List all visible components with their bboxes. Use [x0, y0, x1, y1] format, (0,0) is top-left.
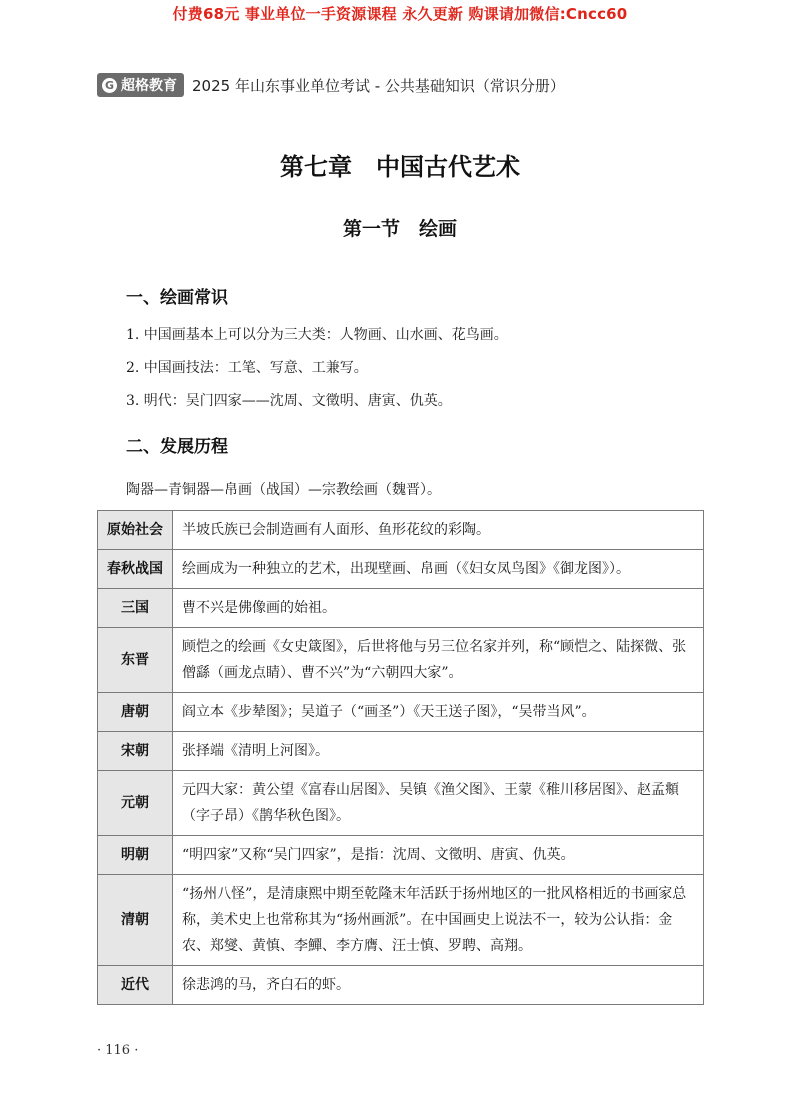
era-cell: 东晋	[98, 628, 173, 693]
era-cell: 清朝	[98, 875, 173, 966]
era-cell: 近代	[98, 966, 173, 1005]
logo-icon: G	[102, 78, 117, 93]
table-row	[98, 693, 704, 732]
table-row	[98, 628, 704, 693]
heading-painting-basics: 一、绘画常识	[126, 288, 228, 308]
list-item: 3. 明代：吴门四家——沈周、文徵明、唐寅、仇英。	[126, 393, 452, 409]
header-title: 2025 年山东事业单位考试 - 公共基础知识（常识分册）	[192, 76, 565, 95]
description-cell: 曹不兴是佛像画的始祖。	[173, 589, 704, 628]
table-row	[98, 771, 704, 836]
logo-text: 超格教育	[121, 78, 177, 94]
era-cell: 春秋战国	[98, 550, 173, 589]
list-item: 1. 中国画基本上可以分为三大类：人物画、山水画、花鸟画。	[126, 327, 508, 343]
description-cell: 阎立本《步辇图》；吴道子（“画圣”）《天王送子图》，“吴带当风”。	[173, 693, 704, 732]
description-cell: 元四大家：黄公望《富春山居图》、吴镇《渔父图》、王蒙《稚川移居图》、赵孟頫（字子昂）《鹊华秋色图》。	[173, 771, 704, 836]
table-row	[98, 511, 704, 550]
watermark-text: 付费68元 事业单位一手资源课程 永久更新 购课请加微信:Cncc60	[172, 5, 628, 23]
table-row	[98, 836, 704, 875]
description-cell: 张择端《清明上河图》。	[173, 732, 704, 771]
table-row	[98, 550, 704, 589]
era-cell: 唐朝	[98, 693, 173, 732]
brand-logo	[97, 73, 184, 97]
chapter-title: 第七章 中国古代艺术	[280, 152, 520, 181]
description-cell: 徐悲鸿的马，齐白石的虾。	[173, 966, 704, 1005]
table-row	[98, 589, 704, 628]
era-cell: 宋朝	[98, 732, 173, 771]
page-header	[97, 73, 565, 97]
description-cell: 半坡氏族已会制造画有人面形、鱼形花纹的彩陶。	[173, 511, 704, 550]
era-cell: 元朝	[98, 771, 173, 836]
table-row	[98, 966, 704, 1005]
table-row	[98, 875, 704, 966]
description-cell: 绘画成为一种独立的艺术，出现壁画、帛画（《妇女凤鸟图》《御龙图》）。	[173, 550, 704, 589]
section-title: 第一节 绘画	[342, 218, 457, 240]
description-cell: 顾恺之的绘画《女史箴图》，后世将他与另三位名家并列，称“顾恺之、陆探微、张僧繇（画龙点睛）、曹不兴”为“六朝四大家”。	[173, 628, 704, 693]
heading-development: 二、发展历程	[126, 437, 228, 457]
era-cell: 三国	[98, 589, 173, 628]
era-cell: 明朝	[98, 836, 173, 875]
description-cell: “扬州八怪”，是清康熙中期至乾隆末年活跃于扬州地区的一批风格相近的书画家总称，美术史上也常称其为“扬州画派”。在中国画史上说法不一，较为公认指：金农、郑燮、黄慎、李鱓、李方膺、汪士慎、罗聘、高翔。	[173, 875, 704, 966]
table-row	[98, 732, 704, 771]
description-cell: “明四家”又称“吴门四家”，是指：沈周、文徵明、唐寅、仇英。	[173, 836, 704, 875]
history-table	[97, 510, 704, 1005]
development-intro: 陶器—青铜器—帛画（战国）—宗教绘画（魏晋）。	[126, 482, 441, 498]
page-number: · 116 ·	[97, 1043, 139, 1058]
list-item: 2. 中国画技法：工笔、写意、工兼写。	[126, 360, 368, 376]
era-cell: 原始社会	[98, 511, 173, 550]
